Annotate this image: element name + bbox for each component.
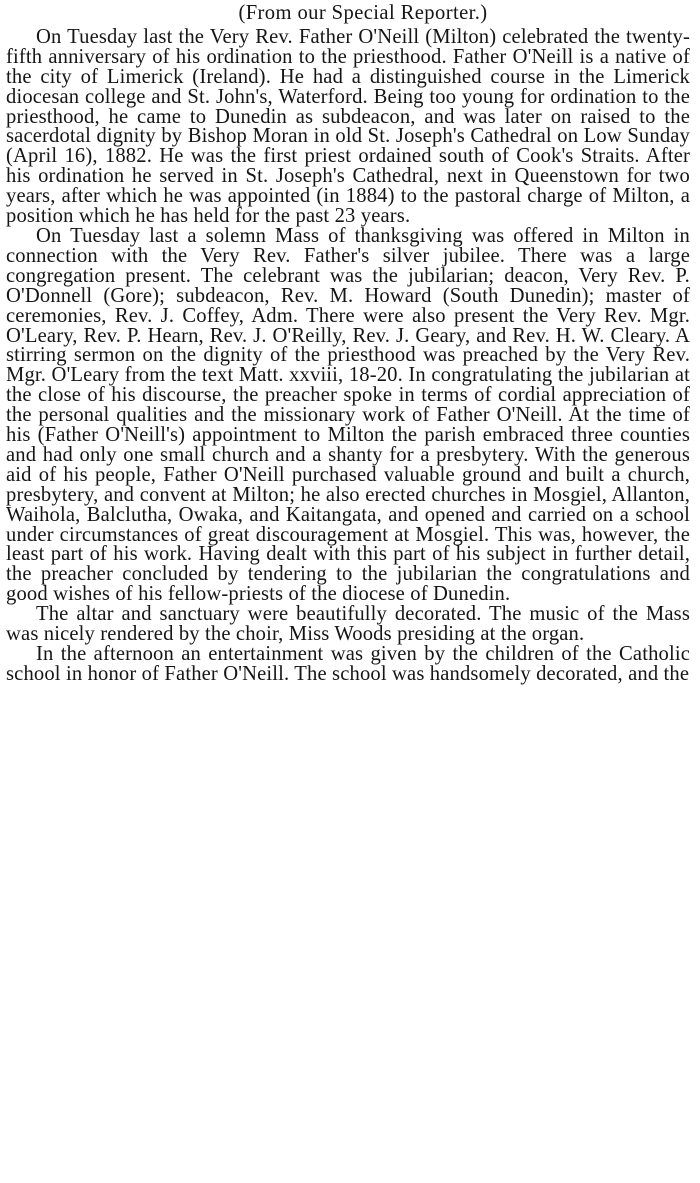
paragraph-entertainment: In the afternoon an entertainment was given by the children of the Catholic school in honor of Father O'Neill. The school was handsomely decorated, and the xyxy=(6,643,690,685)
paragraph-decoration: The altar and sanctuary were beautifully decorated. The music of the Mass was nicely rendered by the choir, Miss Woods presiding at the organ. xyxy=(6,603,690,646)
newspaper-column xyxy=(6,4,690,685)
paragraph-anniversary: On Tuesday last the Very Rev. Father O'Neill (Milton) celebrated the twenty-fifth anniversary of his ordination to the priesthood. Father O'Neill is a native of the city of Limerick (Ireland). He had a distinguished course in the Limerick diocesan college and St. John's, Waterford. Being too young for ordination to the priesthood, he came to Dunedin as subdeacon, and was later on raised to the sacerdotal dignity by Bishop Moran in old St. Joseph's Cathedral on Low Sunday (April 16), 1882. He was the first priest ordained south of Cook's Straits. After his ordination he served in St. Joseph's Cathedral, next in Queenstown for two years, after which he was appointed (in 1884) to the pastoral charge of Milton, a position which he has held for the past 23 years. xyxy=(6,25,690,228)
byline: (From our Special Reporter.) xyxy=(238,2,488,24)
paragraph-mass: On Tuesday last a solemn Mass of thanksgiving was offered in Milton in connection with the Very Rev. Father's silver jubilee. There was a large congregation present. The celebrant was the jubilarian; deacon, Very Rev. P. O'Donnell (Gore); subdeacon, Rev. M. Howard (South Dunedin); master of ceremonies, Rev. J. Coffey, Adm. There were also present the Very Rev. Mgr. O'Leary, Rev. P. Hearn, Rev. J. O'Reilly, Rev. J. Geary, and Rev. H. W. Cleary. A stirring sermon on the dignity of the priesthood was preached by the Very Rev. Mgr. O'Leary from the text Matt. xxviii, 18-20. In congratulating the jubilarian at the close of his discourse, the preacher spoke in terms of cordial appreciation of the personal qualities and the missionary work of Father O'Neill. At the time of his (Father O'Neill's) appointment to Milton the parish embraced three counties and had only one small church and a shanty for a presbytery. With the generous aid of his people, Father O'Neill purchased valuable ground and built a church, presbytery, and convent at Milton; he also erected churches in Mosgiel, Allanton, Waihola, Balclutha, Owaka, and Kaitangata, and opened and carried on a school under circumstances of great discouragement at Mosgiel. This was, however, the least part of his work. Having dealt with this part of his subject in further detail, the preacher concluded by tendering to the jubilarian the congratulations and good wishes of his fellow-priests of the diocese of Dunedin. xyxy=(6,224,690,606)
